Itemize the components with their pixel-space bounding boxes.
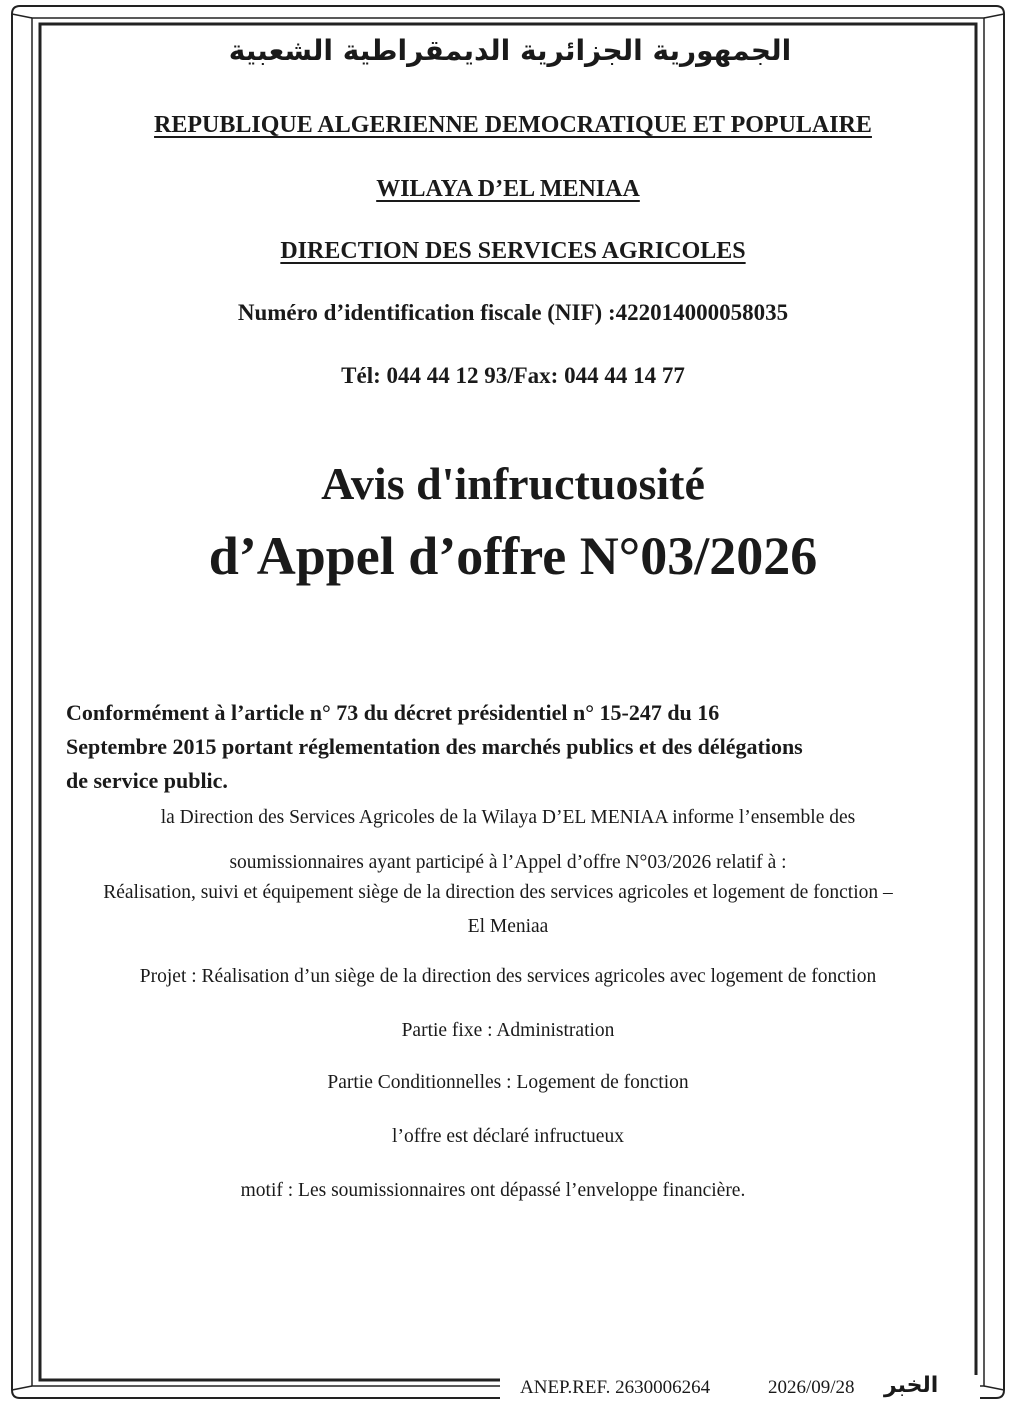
footer-reference	[500, 1375, 980, 1401]
partie-conditionnelle-line: Partie Conditionnelles : Logement de fonction	[327, 1072, 689, 1093]
notice-title-line1: Avis d'infructuosité	[321, 458, 705, 509]
motif-line: motif : Les soumissionnaires ont dépassé l’enveloppe financière.	[240, 1180, 746, 1201]
body-line-location: El Meniaa	[467, 916, 549, 937]
notice-title-line2: d’Appel d’offre N°03/2026	[208, 526, 818, 586]
declaration-line: l’offre est déclaré infructueux	[392, 1126, 624, 1147]
projet-line: Projet : Réalisation d’un siège de la direction des services agricoles avec logement de fonction	[139, 966, 877, 987]
intro-line: de service public.	[66, 768, 228, 793]
direction-heading: DIRECTION DES SERVICES AGRICOLES	[280, 238, 746, 264]
partie-fixe-line: Partie fixe : Administration	[401, 1020, 615, 1041]
intro-line: Septembre 2015 portant réglementation des marchés publics et des délégations	[66, 734, 803, 759]
arabic-republic-title: الجمهورية الجزائرية الديمقراطية الشعبية	[228, 34, 792, 67]
newspaper-logo: الخبر	[884, 1373, 939, 1398]
intro-line: Conformément à l’article n° 73 du décret présidentiel n° 15-247 du 16	[66, 700, 720, 725]
anep-reference: ANEP.REF. 2630006264	[520, 1377, 711, 1398]
body-line-informe: la Direction des Services Agricoles de la Wilaya D’EL MENIAA informe l’ensemble des	[160, 807, 856, 828]
legal-intro-paragraph	[66, 696, 956, 798]
body-line-realisation: Réalisation, suivi et équipement siège de la direction des services agricoles et logement de fonction –	[103, 882, 893, 903]
publication-date: 2026/09/28	[768, 1377, 855, 1398]
republic-heading: REPUBLIQUE ALGERIENNE DEMOCRATIQUE ET POPULAIRE	[154, 112, 872, 138]
wilaya-heading: WILAYA D’EL MENIAA	[376, 176, 640, 202]
nif-line: Numéro d’identification fiscale (NIF) :422014000058035	[237, 300, 789, 325]
body-line-soumissionnaires: soumissionnaires ayant participé à l’Appel d’offre N°03/2026 relatif à :	[229, 852, 787, 873]
contact-line: Tél: 044 44 12 93/Fax: 044 44 14 77	[341, 363, 685, 388]
